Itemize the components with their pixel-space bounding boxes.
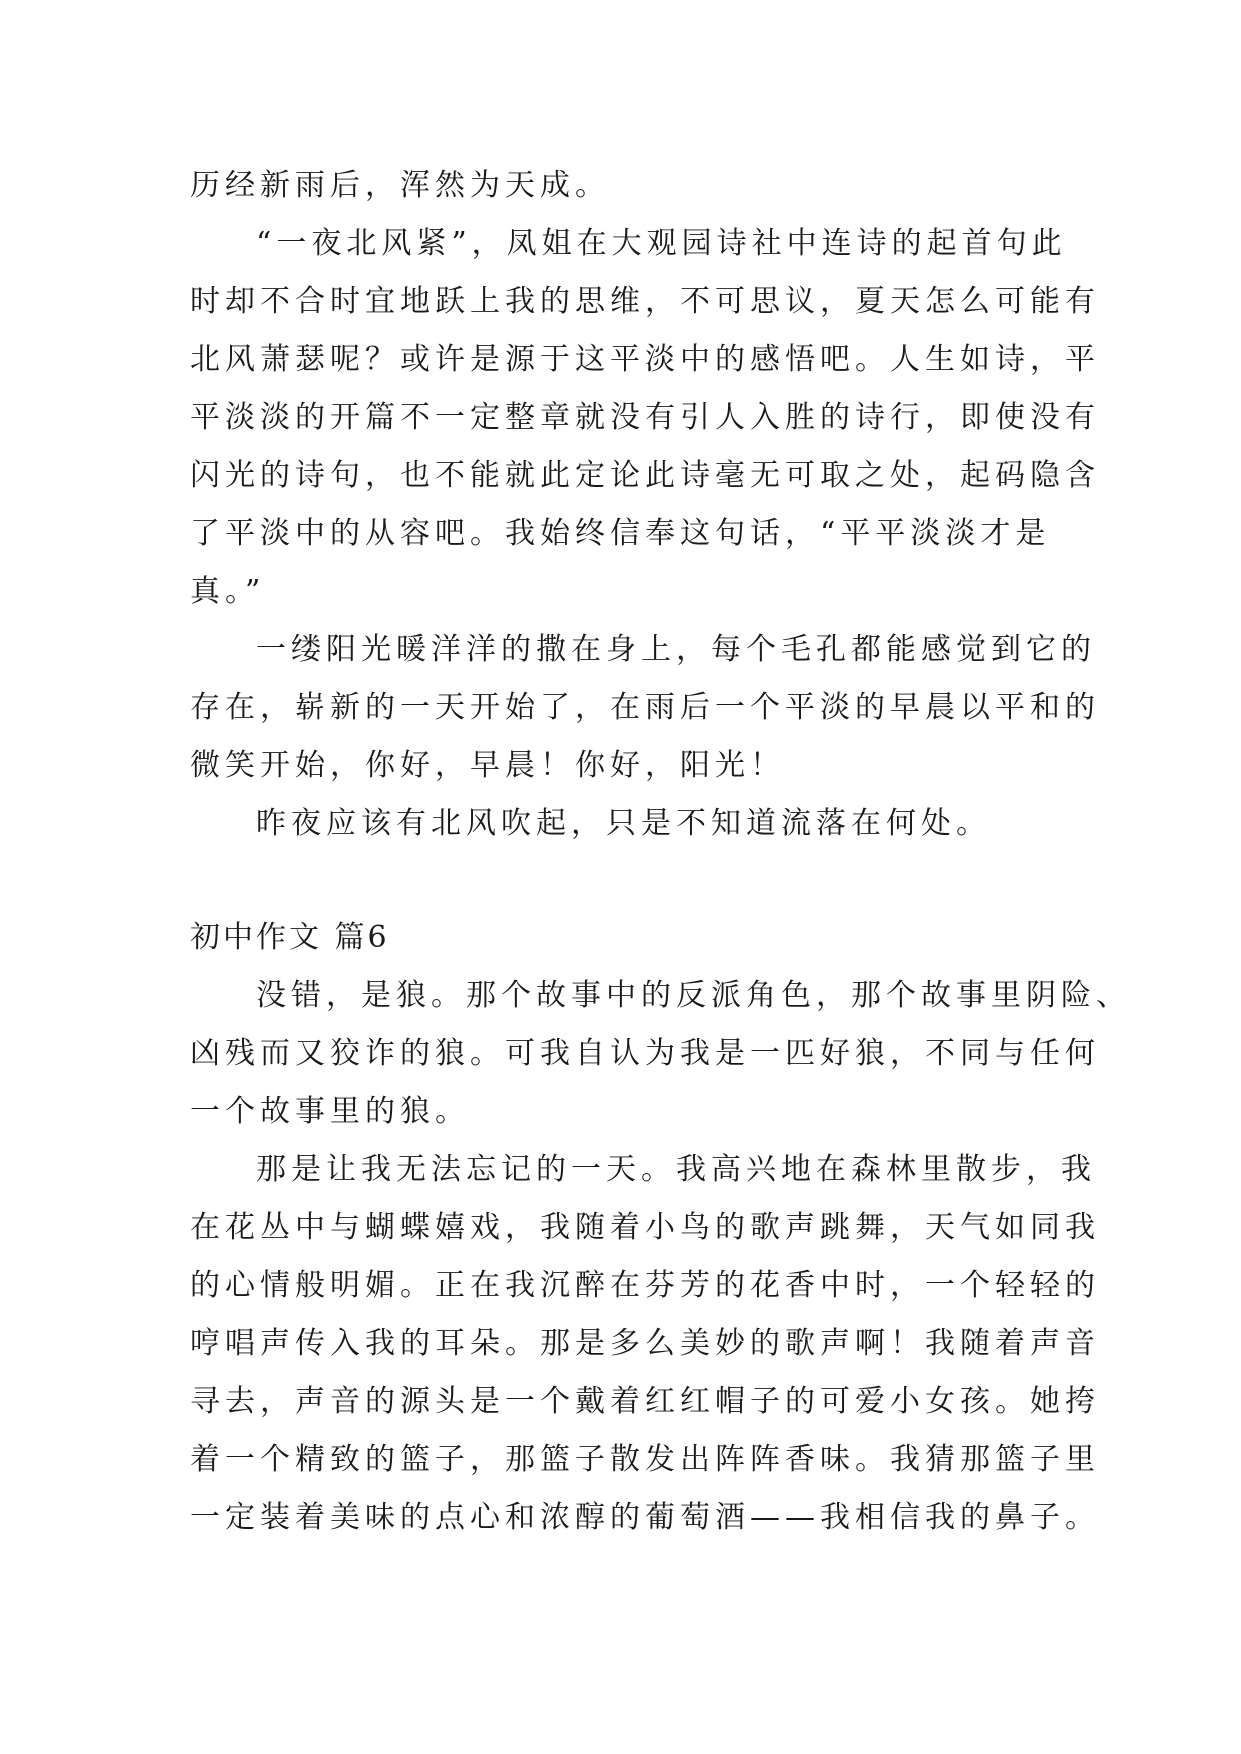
text-line: 没错，是狼。那个故事中的反派角色，那个故事里阴险、	[256, 978, 1131, 1013]
text-line: 存在，崭新的一天开始了，在雨后一个平淡的早晨以平和的	[190, 690, 1100, 725]
text-line: 一定装着美味的点心和浓醇的葡萄酒——我相信我的鼻子。	[190, 1500, 1100, 1535]
text-line: 闪光的诗句，也不能就此定论此诗毫无可取之处，起码隐含	[190, 458, 1100, 493]
text-line: 了平淡中的从容吧。我始终信奉这句话，“平平淡淡才是	[190, 516, 1051, 551]
section-heading: 初中作文 篇6	[190, 920, 390, 955]
text-line: 时却不合时宜地跃上我的思维，不可思议，夏天怎么可能有	[190, 284, 1100, 319]
text-line: 在花丛中与蝴蝶嬉戏，我随着小鸟的歌声跳舞，天气如同我	[190, 1210, 1100, 1245]
text-line: 哼唱声传入我的耳朵。那是多么美妙的歌声啊！我随着声音	[190, 1326, 1100, 1361]
text-line: 着一个精致的篮子，那篮子散发出阵阵香味。我猜那篮子里	[190, 1442, 1100, 1477]
text-line: 一个故事里的狼。	[190, 1094, 470, 1129]
text-line: “一夜北风紧”，凤姐在大观园诗社中连诗的起首句此	[256, 226, 1067, 261]
text-line: 真。”	[190, 574, 266, 609]
text-line: 历经新雨后，浑然为天成。	[190, 168, 610, 203]
text-line: 昨夜应该有北风吹起，只是不知道流落在何处。	[256, 806, 991, 841]
text-line: 北风萧瑟呢？或许是源于这平淡中的感悟吧。人生如诗，平	[190, 342, 1100, 377]
text-line: 一缕阳光暖洋洋的撒在身上，每个毛孔都能感觉到它的	[256, 632, 1096, 667]
text-line: 微笑开始，你好，早晨！你好，阳光！	[190, 748, 785, 783]
text-line: 的心情般明媚。正在我沉醉在芬芳的花香中时，一个轻轻的	[190, 1268, 1100, 1303]
text-line: 平淡淡的开篇不一定整章就没有引人入胜的诗行，即使没有	[190, 400, 1100, 435]
text-line: 凶残而又狡诈的狼。可我自认为我是一匹好狼，不同与任何	[190, 1036, 1100, 1071]
text-line: 寻去，声音的源头是一个戴着红红帽子的可爱小女孩。她挎	[190, 1384, 1100, 1419]
text-line: 那是让我无法忘记的一天。我高兴地在森林里散步，我	[256, 1152, 1096, 1187]
